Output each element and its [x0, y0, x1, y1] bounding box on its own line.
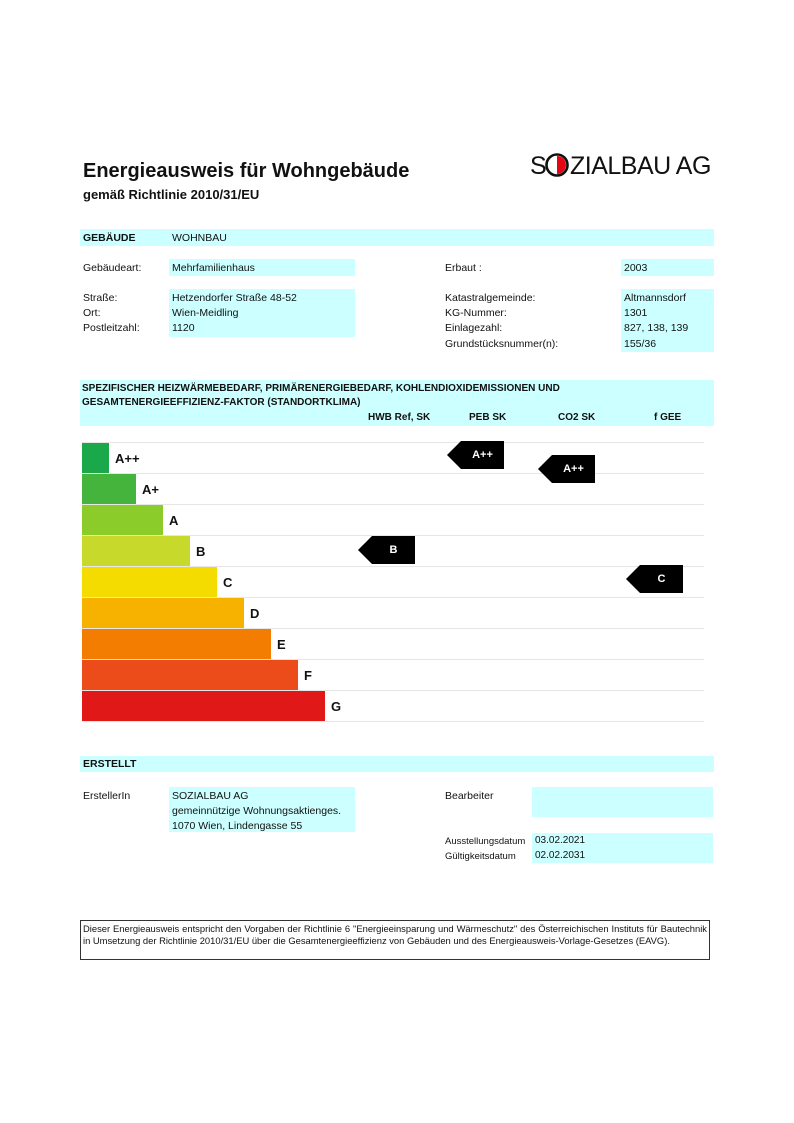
energy-class-bar — [82, 598, 244, 628]
bearbeiter-field — [532, 787, 713, 817]
erbaut-value: 2003 — [624, 262, 648, 274]
energy-class-bar — [82, 629, 271, 659]
scale-gridline — [82, 442, 704, 443]
bearbeiter-label: Bearbeiter — [445, 790, 494, 802]
gebaeude-section-value: WOHNBAU — [172, 232, 227, 244]
page-subtitle: gemäß Richtlinie 2010/31/EU — [83, 187, 260, 202]
energy-class-bar — [82, 567, 217, 597]
energy-class-label: G — [331, 699, 342, 714]
ausstellungsdatum-value: 03.02.2021 — [535, 835, 586, 846]
gueltigkeitsdatum-value: 02.02.2031 — [535, 850, 586, 861]
energy-class-label: B — [196, 544, 206, 559]
rating-arrow-label: A++ — [563, 463, 584, 475]
energy-heading-line1: SPEZIFISCHER HEIZWÄRMEBEDARF, PRIMÄRENERGIEBEDARF, KOHLENDIOXIDEMISSIONEN UND — [82, 383, 560, 394]
plz-label: Postleitzahl: — [83, 322, 140, 334]
einlagezahl-value: 827, 138, 139 — [624, 322, 689, 334]
energy-class-label: A+ — [142, 482, 159, 497]
scale-gridline — [82, 504, 704, 505]
katastralgemeinde-label: Katastralgemeinde: — [445, 292, 536, 304]
energy-class-label: A — [169, 513, 179, 528]
erstellt-header-bar — [80, 756, 714, 772]
ort-label: Ort: — [83, 307, 101, 319]
ausstellungsdatum-label: Ausstellungsdatum — [445, 836, 526, 847]
energy-class-bar — [82, 536, 190, 566]
column-peb: PEB SK — [469, 412, 507, 423]
energy-class-label: C — [223, 575, 233, 590]
energy-class-bar — [82, 691, 325, 721]
svg-text:S: S — [530, 152, 547, 180]
energy-class-bar — [82, 443, 109, 473]
ersteller-line3: 1070 Wien, Lindengasse 55 — [172, 820, 303, 832]
gebaeude-section-label: GEBÄUDE — [83, 232, 136, 244]
einlagezahl-label: Einlagezahl: — [445, 322, 503, 334]
energy-class-label: D — [250, 606, 260, 621]
column-co2: CO2 SK — [558, 412, 596, 423]
katastralgemeinde-value: Altmannsdorf — [624, 292, 686, 304]
kg-nummer-value: 1301 — [624, 307, 648, 319]
grundstuecksnummer-value: 155/36 — [624, 338, 657, 350]
svg-text:ZIALBAU AG: ZIALBAU AG — [570, 152, 711, 180]
legal-notice: Dieser Energieausweis entspricht den Vorgaben der Richtlinie 6 "Energieeinsparung und Wärmeschutz" des Österreichischen Instituts für Bautechnik in Umsetzung der Richtlinie 2010/31/EU über die Gesamtenergieeffizienz von Gebäuden und des Energieausweis-Vorlage-Gesetzes (EAVG). — [80, 920, 710, 960]
rating-arrow-label: A++ — [472, 449, 493, 461]
gueltigkeitsdatum-label: Gültigkeitsdatum — [445, 851, 516, 862]
strasse-label: Straße: — [83, 292, 118, 304]
ort-value: Wien-Meidling — [172, 307, 239, 319]
grundstuecksnummer-label: Grundstücksnummer(n): — [445, 338, 559, 350]
ersteller-line1: SOZIALBAU AG — [172, 790, 249, 802]
rating-arrow-peb — [447, 441, 504, 469]
erstellt-section-label: ERSTELLT — [83, 758, 137, 770]
strasse-value: Hetzendorfer Straße 48-52 — [172, 292, 297, 304]
energy-class-label: E — [277, 637, 286, 652]
column-fgee: f GEE — [654, 412, 682, 423]
scale-gridline — [82, 721, 704, 722]
rating-arrow-co2 — [538, 455, 595, 483]
kg-nummer-label: KG-Nummer: — [445, 307, 507, 319]
rating-arrow-label: B — [389, 544, 398, 556]
energy-heading-line2: GESAMTENERGIEEFFIZIENZ-FAKTOR (STANDORTKLIMA) — [82, 397, 361, 408]
energy-class-label: A++ — [115, 451, 140, 466]
energy-class-bar — [82, 660, 298, 690]
sozialbau-logo — [530, 148, 715, 182]
gebaeudeart-value: Mehrfamilienhaus — [172, 262, 255, 274]
gebaeudeart-label: Gebäudeart: — [83, 262, 142, 274]
energy-class-label: F — [304, 668, 312, 683]
erbaut-label: Erbaut : — [445, 262, 482, 274]
rating-arrow-hwb — [358, 536, 415, 564]
column-hwb: HWB Ref, SK — [368, 412, 431, 423]
plz-value: 1120 — [172, 322, 195, 334]
rating-arrow-label: C — [657, 573, 666, 585]
scale-gridline — [82, 473, 704, 474]
rating-arrow-fgee — [626, 565, 683, 593]
energy-class-bar — [82, 474, 136, 504]
ersteller-line2: gemeinnützige Wohnungsaktienges. — [172, 805, 342, 817]
energy-class-bar — [82, 505, 163, 535]
ersteller-label: ErstellerIn — [83, 790, 131, 802]
page-title: Energieausweis für Wohngebäude — [83, 160, 410, 182]
